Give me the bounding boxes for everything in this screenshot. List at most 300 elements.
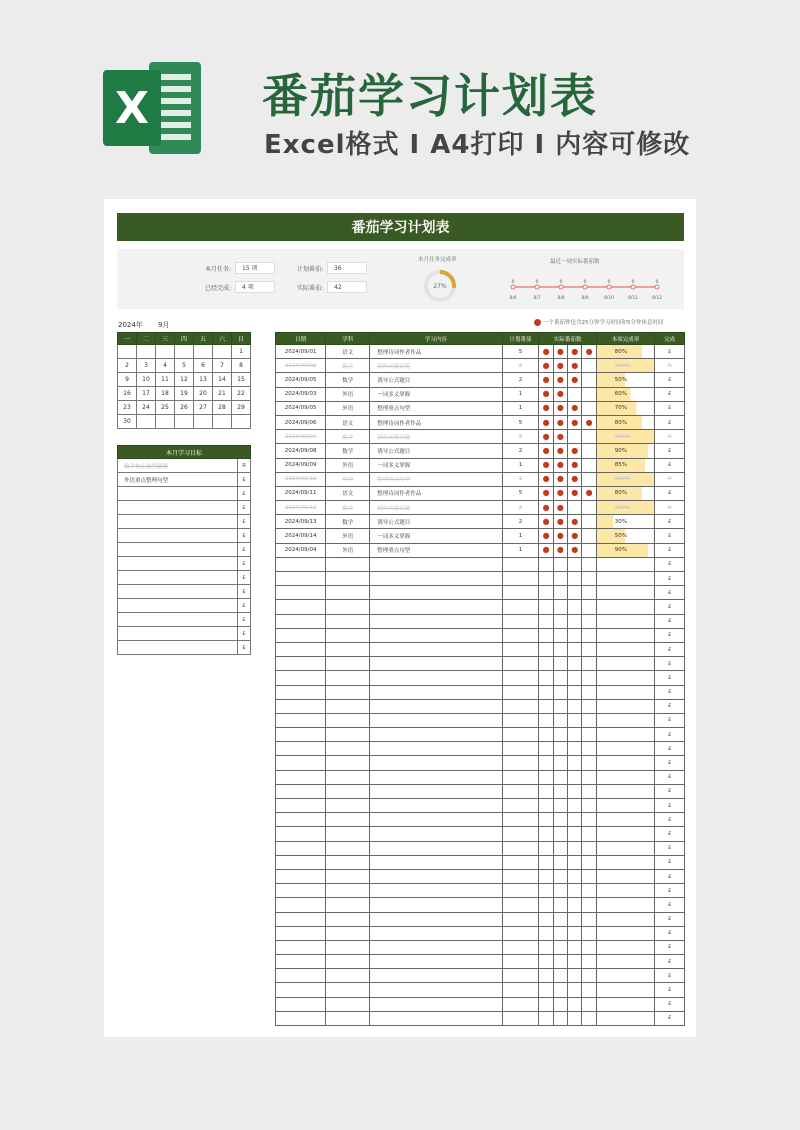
task-subject[interactable]: 外语 xyxy=(326,387,370,401)
empty-cell[interactable] xyxy=(539,912,553,926)
task-done-checkbox[interactable]: £ xyxy=(655,557,685,571)
calendar-day[interactable]: 16 xyxy=(118,387,137,401)
calendar-day[interactable] xyxy=(175,415,194,429)
calendar-day[interactable]: 2 xyxy=(118,359,137,373)
empty-cell[interactable] xyxy=(539,926,553,940)
empty-cell[interactable] xyxy=(568,912,582,926)
tomato-dot-icon[interactable]: ● xyxy=(539,515,553,529)
empty-cell[interactable] xyxy=(596,799,654,813)
task-done-checkbox[interactable]: £ xyxy=(655,614,685,628)
tomato-cell[interactable] xyxy=(582,444,596,458)
goal-text[interactable] xyxy=(118,571,238,585)
calendar-day[interactable]: 15 xyxy=(232,373,251,387)
tomato-dot-icon[interactable]: ● xyxy=(553,501,567,515)
empty-cell[interactable] xyxy=(539,756,553,770)
empty-cell[interactable] xyxy=(553,557,567,571)
empty-cell[interactable] xyxy=(568,869,582,883)
empty-cell[interactable] xyxy=(553,898,567,912)
empty-cell[interactable] xyxy=(596,969,654,983)
empty-cell[interactable] xyxy=(326,955,370,969)
empty-cell[interactable] xyxy=(568,557,582,571)
tomato-dot-icon[interactable]: ● xyxy=(568,458,582,472)
task-done-checkbox[interactable]: £ xyxy=(655,728,685,742)
tomato-dot-icon[interactable]: ● xyxy=(539,430,553,444)
empty-cell[interactable] xyxy=(568,657,582,671)
task-done-checkbox[interactable]: £ xyxy=(655,756,685,770)
empty-cell[interactable] xyxy=(596,955,654,969)
empty-cell[interactable] xyxy=(568,628,582,642)
tomato-dot-icon[interactable]: ● xyxy=(568,359,582,373)
calendar-day[interactable]: 6 xyxy=(194,359,213,373)
goal-checkbox[interactable]: £ xyxy=(238,501,251,515)
empty-cell[interactable] xyxy=(502,940,539,954)
empty-cell[interactable] xyxy=(539,784,553,798)
empty-cell[interactable] xyxy=(582,955,596,969)
tomato-dot-icon[interactable]: ● xyxy=(582,486,596,500)
empty-cell[interactable] xyxy=(502,713,539,727)
empty-cell[interactable] xyxy=(276,827,326,841)
task-done-checkbox[interactable]: £ xyxy=(655,486,685,500)
empty-cell[interactable] xyxy=(539,997,553,1011)
task-content[interactable]: 倒角函数试题 xyxy=(370,359,502,373)
task-date[interactable]: 2024/09/11 xyxy=(276,486,326,500)
tomato-dot-icon[interactable]: ● xyxy=(539,486,553,500)
task-content[interactable]: 整理诗词作者作品 xyxy=(370,415,502,429)
tomato-dot-icon[interactable]: ● xyxy=(582,415,596,429)
empty-cell[interactable] xyxy=(276,841,326,855)
task-done-checkbox[interactable]: £ xyxy=(655,529,685,543)
empty-cell[interactable] xyxy=(553,799,567,813)
empty-cell[interactable] xyxy=(568,614,582,628)
empty-cell[interactable] xyxy=(568,756,582,770)
empty-cell[interactable] xyxy=(596,827,654,841)
empty-cell[interactable] xyxy=(326,770,370,784)
empty-cell[interactable] xyxy=(370,671,502,685)
task-done-checkbox[interactable]: £ xyxy=(655,742,685,756)
goal-text[interactable]: 外语重点整理句型 xyxy=(118,473,238,487)
empty-cell[interactable] xyxy=(596,713,654,727)
tomato-cell[interactable] xyxy=(582,501,596,515)
calendar-day[interactable]: 17 xyxy=(137,387,156,401)
empty-cell[interactable] xyxy=(539,699,553,713)
task-plan-tomatoes[interactable]: 2 xyxy=(502,515,539,529)
empty-cell[interactable] xyxy=(502,642,539,656)
goal-checkbox[interactable]: £ xyxy=(238,599,251,613)
task-date[interactable]: 2024/09/01 xyxy=(276,345,326,359)
empty-cell[interactable] xyxy=(276,572,326,586)
empty-cell[interactable] xyxy=(553,770,567,784)
empty-cell[interactable] xyxy=(539,940,553,954)
empty-cell[interactable] xyxy=(370,983,502,997)
task-subject[interactable]: 语文 xyxy=(326,486,370,500)
task-subject[interactable]: 外语 xyxy=(326,529,370,543)
empty-cell[interactable] xyxy=(553,912,567,926)
task-done-checkbox[interactable]: £ xyxy=(655,884,685,898)
task-done-checkbox[interactable]: £ xyxy=(655,955,685,969)
task-content[interactable]: 倒角函数试题 xyxy=(370,501,502,515)
task-plan-tomatoes[interactable]: 1 xyxy=(502,472,539,486)
task-done-checkbox[interactable]: £ xyxy=(655,855,685,869)
tomato-dot-icon[interactable]: ● xyxy=(568,543,582,557)
task-done-checkbox[interactable]: £ xyxy=(655,827,685,841)
empty-cell[interactable] xyxy=(539,586,553,600)
task-plan-tomatoes[interactable]: 2 xyxy=(502,373,539,387)
empty-cell[interactable] xyxy=(568,572,582,586)
empty-cell[interactable] xyxy=(596,770,654,784)
calendar-day[interactable]: 13 xyxy=(194,373,213,387)
empty-cell[interactable] xyxy=(370,784,502,798)
empty-cell[interactable] xyxy=(502,983,539,997)
empty-cell[interactable] xyxy=(553,841,567,855)
task-done-checkbox[interactable]: £ xyxy=(655,770,685,784)
empty-cell[interactable] xyxy=(502,884,539,898)
empty-cell[interactable] xyxy=(502,657,539,671)
task-subject[interactable]: 外语 xyxy=(326,401,370,415)
empty-cell[interactable] xyxy=(596,572,654,586)
task-subject[interactable]: 数学 xyxy=(326,430,370,444)
empty-cell[interactable] xyxy=(539,572,553,586)
empty-cell[interactable] xyxy=(553,955,567,969)
empty-cell[interactable] xyxy=(370,799,502,813)
calendar-day[interactable] xyxy=(137,345,156,359)
tomato-dot-icon[interactable]: ● xyxy=(539,401,553,415)
tomato-dot-icon[interactable]: ● xyxy=(553,444,567,458)
calendar-day[interactable]: 24 xyxy=(137,401,156,415)
empty-cell[interactable] xyxy=(582,1011,596,1025)
tomato-cell[interactable] xyxy=(582,458,596,472)
empty-cell[interactable] xyxy=(553,756,567,770)
empty-cell[interactable] xyxy=(582,642,596,656)
task-content[interactable]: 诱导公式题目 xyxy=(370,515,502,529)
empty-cell[interactable] xyxy=(276,784,326,798)
empty-cell[interactable] xyxy=(326,728,370,742)
task-plan-tomatoes[interactable]: 1 xyxy=(502,387,539,401)
empty-cell[interactable] xyxy=(553,572,567,586)
empty-cell[interactable] xyxy=(582,898,596,912)
task-date[interactable]: 2024/09/07 xyxy=(276,430,326,444)
tomato-dot-icon[interactable]: ● xyxy=(539,387,553,401)
goal-checkbox[interactable]: £ xyxy=(238,613,251,627)
empty-cell[interactable] xyxy=(370,713,502,727)
empty-cell[interactable] xyxy=(370,628,502,642)
empty-cell[interactable] xyxy=(276,969,326,983)
task-plan-tomatoes[interactable]: 5 xyxy=(502,486,539,500)
empty-cell[interactable] xyxy=(502,912,539,926)
task-done-checkbox[interactable]: R xyxy=(655,501,685,515)
empty-cell[interactable] xyxy=(326,784,370,798)
tomato-cell[interactable] xyxy=(568,501,582,515)
tomato-dot-icon[interactable]: ● xyxy=(539,359,553,373)
empty-cell[interactable] xyxy=(539,855,553,869)
empty-cell[interactable] xyxy=(553,813,567,827)
empty-cell[interactable] xyxy=(276,912,326,926)
empty-cell[interactable] xyxy=(502,926,539,940)
tomato-dot-icon[interactable]: ● xyxy=(553,359,567,373)
goal-checkbox[interactable]: £ xyxy=(238,487,251,501)
task-done-checkbox[interactable]: £ xyxy=(655,699,685,713)
empty-cell[interactable] xyxy=(502,572,539,586)
empty-cell[interactable] xyxy=(370,699,502,713)
goal-text[interactable] xyxy=(118,501,238,515)
empty-cell[interactable] xyxy=(539,827,553,841)
tomato-dot-icon[interactable]: ● xyxy=(568,486,582,500)
empty-cell[interactable] xyxy=(539,742,553,756)
empty-cell[interactable] xyxy=(539,657,553,671)
empty-cell[interactable] xyxy=(539,770,553,784)
empty-cell[interactable] xyxy=(582,784,596,798)
calendar-day[interactable]: 27 xyxy=(194,401,213,415)
task-done-checkbox[interactable]: R xyxy=(655,430,685,444)
goal-text[interactable] xyxy=(118,641,238,655)
empty-cell[interactable] xyxy=(276,983,326,997)
calendar-day[interactable]: 23 xyxy=(118,401,137,415)
empty-cell[interactable] xyxy=(596,898,654,912)
task-done-checkbox[interactable]: £ xyxy=(655,515,685,529)
task-content[interactable]: 整理重点句型 xyxy=(370,401,502,415)
goal-text[interactable] xyxy=(118,543,238,557)
empty-cell[interactable] xyxy=(276,926,326,940)
empty-cell[interactable] xyxy=(502,827,539,841)
empty-cell[interactable] xyxy=(502,784,539,798)
tomato-dot-icon[interactable]: ● xyxy=(539,444,553,458)
empty-cell[interactable] xyxy=(326,628,370,642)
goal-checkbox[interactable]: £ xyxy=(238,529,251,543)
calendar-day[interactable]: 12 xyxy=(175,373,194,387)
empty-cell[interactable] xyxy=(596,884,654,898)
tomato-cell[interactable] xyxy=(568,430,582,444)
empty-cell[interactable] xyxy=(539,557,553,571)
empty-cell[interactable] xyxy=(568,813,582,827)
empty-cell[interactable] xyxy=(276,728,326,742)
month-tasks-value[interactable]: 15 项 xyxy=(235,262,275,274)
tomato-dot-icon[interactable]: ● xyxy=(568,373,582,387)
empty-cell[interactable] xyxy=(276,997,326,1011)
empty-cell[interactable] xyxy=(326,699,370,713)
empty-cell[interactable] xyxy=(370,742,502,756)
tomato-dot-icon[interactable]: ● xyxy=(553,345,567,359)
task-date[interactable]: 2024/09/08 xyxy=(276,444,326,458)
task-done-checkbox[interactable]: £ xyxy=(655,841,685,855)
empty-cell[interactable] xyxy=(539,728,553,742)
empty-cell[interactable] xyxy=(568,600,582,614)
empty-cell[interactable] xyxy=(568,784,582,798)
tomato-dot-icon[interactable]: ● xyxy=(553,486,567,500)
empty-cell[interactable] xyxy=(276,898,326,912)
empty-cell[interactable] xyxy=(502,898,539,912)
empty-cell[interactable] xyxy=(596,642,654,656)
task-subject[interactable]: 数学 xyxy=(326,501,370,515)
empty-cell[interactable] xyxy=(326,799,370,813)
empty-cell[interactable] xyxy=(539,671,553,685)
empty-cell[interactable] xyxy=(582,770,596,784)
empty-cell[interactable] xyxy=(326,657,370,671)
empty-cell[interactable] xyxy=(582,713,596,727)
empty-cell[interactable] xyxy=(370,614,502,628)
goal-text[interactable] xyxy=(118,487,238,501)
empty-cell[interactable] xyxy=(326,756,370,770)
empty-cell[interactable] xyxy=(276,685,326,699)
empty-cell[interactable] xyxy=(326,586,370,600)
empty-cell[interactable] xyxy=(582,685,596,699)
empty-cell[interactable] xyxy=(553,969,567,983)
empty-cell[interactable] xyxy=(553,699,567,713)
calendar-day[interactable]: 11 xyxy=(156,373,175,387)
empty-cell[interactable] xyxy=(582,869,596,883)
empty-cell[interactable] xyxy=(276,600,326,614)
task-done-checkbox[interactable]: £ xyxy=(655,401,685,415)
task-done-checkbox[interactable]: £ xyxy=(655,685,685,699)
empty-cell[interactable] xyxy=(568,699,582,713)
empty-cell[interactable] xyxy=(553,728,567,742)
task-done-checkbox[interactable]: £ xyxy=(655,543,685,557)
empty-cell[interactable] xyxy=(502,671,539,685)
tomato-dot-icon[interactable]: ● xyxy=(553,458,567,472)
empty-cell[interactable] xyxy=(370,813,502,827)
empty-cell[interactable] xyxy=(276,628,326,642)
empty-cell[interactable] xyxy=(582,926,596,940)
empty-cell[interactable] xyxy=(326,884,370,898)
empty-cell[interactable] xyxy=(582,841,596,855)
empty-cell[interactable] xyxy=(596,997,654,1011)
empty-cell[interactable] xyxy=(276,713,326,727)
empty-cell[interactable] xyxy=(553,742,567,756)
empty-cell[interactable] xyxy=(370,884,502,898)
task-subject[interactable]: 语文 xyxy=(326,415,370,429)
task-done-checkbox[interactable]: £ xyxy=(655,671,685,685)
empty-cell[interactable] xyxy=(582,912,596,926)
task-content[interactable]: 倒角函数试题 xyxy=(370,430,502,444)
empty-cell[interactable] xyxy=(553,600,567,614)
empty-cell[interactable] xyxy=(326,642,370,656)
task-date[interactable]: 2024/09/06 xyxy=(276,415,326,429)
tomato-cell[interactable] xyxy=(568,387,582,401)
goal-text[interactable] xyxy=(118,557,238,571)
empty-cell[interactable] xyxy=(539,841,553,855)
task-done-checkbox[interactable]: £ xyxy=(655,869,685,883)
empty-cell[interactable] xyxy=(582,756,596,770)
empty-cell[interactable] xyxy=(370,940,502,954)
empty-cell[interactable] xyxy=(276,955,326,969)
task-plan-tomatoes[interactable]: 5 xyxy=(502,345,539,359)
empty-cell[interactable] xyxy=(568,586,582,600)
empty-cell[interactable] xyxy=(539,813,553,827)
empty-cell[interactable] xyxy=(582,940,596,954)
task-date[interactable]: 2024/09/10 xyxy=(276,472,326,486)
calendar-day[interactable] xyxy=(156,415,175,429)
empty-cell[interactable] xyxy=(370,685,502,699)
empty-cell[interactable] xyxy=(370,657,502,671)
empty-cell[interactable] xyxy=(370,827,502,841)
empty-cell[interactable] xyxy=(326,713,370,727)
empty-cell[interactable] xyxy=(553,642,567,656)
empty-cell[interactable] xyxy=(596,940,654,954)
task-done-checkbox[interactable]: R xyxy=(655,472,685,486)
empty-cell[interactable] xyxy=(276,813,326,827)
task-plan-tomatoes[interactable]: 1 xyxy=(502,401,539,415)
tomato-dot-icon[interactable]: ● xyxy=(553,415,567,429)
task-done-checkbox[interactable]: £ xyxy=(655,628,685,642)
empty-cell[interactable] xyxy=(502,685,539,699)
empty-cell[interactable] xyxy=(568,742,582,756)
empty-cell[interactable] xyxy=(568,926,582,940)
empty-cell[interactable] xyxy=(582,699,596,713)
empty-cell[interactable] xyxy=(276,671,326,685)
empty-cell[interactable] xyxy=(326,827,370,841)
empty-cell[interactable] xyxy=(596,586,654,600)
empty-cell[interactable] xyxy=(582,586,596,600)
empty-cell[interactable] xyxy=(370,1011,502,1025)
calendar-day[interactable]: 30 xyxy=(118,415,137,429)
tomato-dot-icon[interactable]: ● xyxy=(568,401,582,415)
tomato-cell[interactable] xyxy=(582,472,596,486)
calendar-day[interactable]: 8 xyxy=(232,359,251,373)
empty-cell[interactable] xyxy=(326,997,370,1011)
empty-cell[interactable] xyxy=(596,699,654,713)
calendar-day[interactable] xyxy=(194,415,213,429)
task-date[interactable]: 2024/09/05 xyxy=(276,373,326,387)
empty-cell[interactable] xyxy=(596,728,654,742)
empty-cell[interactable] xyxy=(553,855,567,869)
empty-cell[interactable] xyxy=(326,940,370,954)
task-plan-tomatoes[interactable]: 3 xyxy=(502,359,539,373)
actual-tomato-value[interactable]: 42 xyxy=(327,281,367,293)
empty-cell[interactable] xyxy=(539,955,553,969)
task-done-checkbox[interactable]: £ xyxy=(655,940,685,954)
task-done-checkbox[interactable]: £ xyxy=(655,444,685,458)
empty-cell[interactable] xyxy=(553,657,567,671)
empty-cell[interactable] xyxy=(596,1011,654,1025)
calendar-day[interactable]: 14 xyxy=(213,373,232,387)
empty-cell[interactable] xyxy=(553,671,567,685)
empty-cell[interactable] xyxy=(370,841,502,855)
empty-cell[interactable] xyxy=(582,997,596,1011)
empty-cell[interactable] xyxy=(502,614,539,628)
task-date[interactable]: 2024/09/14 xyxy=(276,529,326,543)
empty-cell[interactable] xyxy=(582,572,596,586)
task-done-checkbox[interactable]: £ xyxy=(655,983,685,997)
empty-cell[interactable] xyxy=(370,557,502,571)
empty-cell[interactable] xyxy=(539,600,553,614)
empty-cell[interactable] xyxy=(370,770,502,784)
task-content[interactable]: 整理重点句型 xyxy=(370,543,502,557)
calendar-day[interactable]: 10 xyxy=(137,373,156,387)
task-content[interactable]: 诱导公式题目 xyxy=(370,444,502,458)
empty-cell[interactable] xyxy=(553,586,567,600)
task-plan-tomatoes[interactable]: 3 xyxy=(502,430,539,444)
empty-cell[interactable] xyxy=(596,841,654,855)
completed-value[interactable]: 4 项 xyxy=(235,281,275,293)
goal-checkbox[interactable]: £ xyxy=(238,627,251,641)
empty-cell[interactable] xyxy=(553,983,567,997)
task-done-checkbox[interactable]: £ xyxy=(655,600,685,614)
empty-cell[interactable] xyxy=(553,685,567,699)
empty-cell[interactable] xyxy=(568,855,582,869)
task-done-checkbox[interactable]: £ xyxy=(655,784,685,798)
empty-cell[interactable] xyxy=(539,1011,553,1025)
empty-cell[interactable] xyxy=(502,728,539,742)
empty-cell[interactable] xyxy=(370,926,502,940)
task-subject[interactable]: 数学 xyxy=(326,373,370,387)
task-subject[interactable]: 外语 xyxy=(326,458,370,472)
empty-cell[interactable] xyxy=(276,557,326,571)
goal-text[interactable] xyxy=(118,515,238,529)
task-content[interactable]: 整理诗词作者作品 xyxy=(370,345,502,359)
empty-cell[interactable] xyxy=(370,756,502,770)
calendar-day[interactable]: 1 xyxy=(232,345,251,359)
task-date[interactable]: 2024/09/03 xyxy=(276,387,326,401)
empty-cell[interactable] xyxy=(326,969,370,983)
empty-cell[interactable] xyxy=(539,898,553,912)
